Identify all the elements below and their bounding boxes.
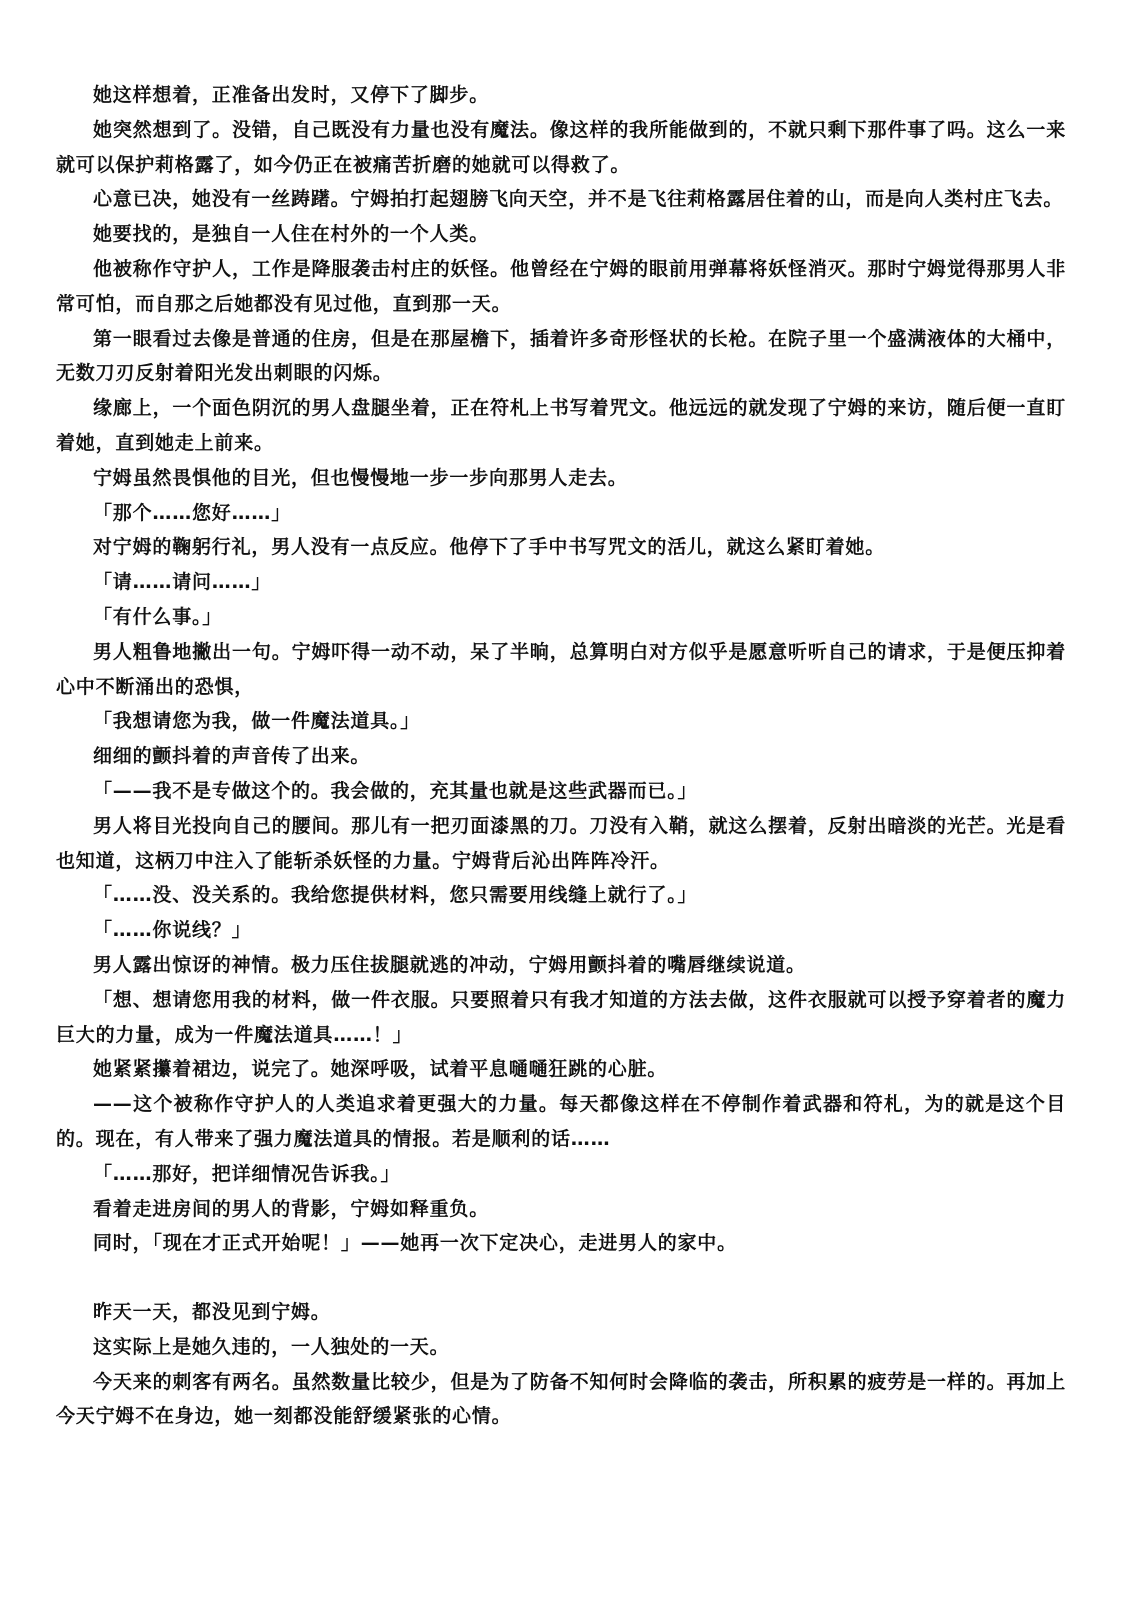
document-page	[56, 78, 1066, 1434]
dialogue-line: 「……没、没关系的。我给您提供材料，您只需要用线缝上就行了。」	[93, 884, 698, 907]
dialogue-line: 「有什么事。」	[93, 605, 223, 628]
paragraph: 今天来的刺客有两名。虽然数量比较少，但是为了防备不知何时会降临的袭击，所积累的疲劳是一样的。再加上今天宁姆不在身边，她一刻都没能舒缓紧张的心情。	[56, 1370, 1066, 1428]
paragraph: ——这个被称作守护人的人类追求着更强大的力量。每天都像这样在不停制作着武器和符札，为的就是这个目的。现在，有人带来了强力魔法道具的情报。若是顺利的话……	[56, 1093, 1066, 1150]
paragraph: 男人粗鲁地撇出一句。宁姆吓得一动不动，呆了半晌，总算明白对方似乎是愿意听听自己的请求，于是便压抑着心中不断涌出的恐惧，	[56, 640, 1066, 698]
paragraph: 宁姆虽然畏惧他的目光，但也慢慢地一步一步向那男人走去。	[93, 466, 628, 489]
paragraph: 她紧紧攥着裙边，说完了。她深呼吸，试着平息嗵嗵狂跳的心脏。	[93, 1058, 668, 1081]
dialogue-line: 「——我不是专做这个的。我会做的，充其量也就是这些武器而已。」	[93, 779, 698, 802]
paragraph: 他被称作守护人，工作是降服袭击村庄的妖怪。他曾经在宁姆的眼前用弹幕将妖怪消灭。那时宁姆觉得那男人非常可怕，而自那之后她都没有见过他，直到那一天。	[56, 257, 1066, 315]
paragraph: 缘廊上，一个面色阴沉的男人盘腿坐着，正在符札上书写着咒文。他远远的就发现了宁姆的来访，随后便一直盯着她，直到她走上前来。	[56, 397, 1066, 454]
paragraph: 同时，「现在才正式开始呢！」——她再一次下定决心，走进男人的家中。	[93, 1232, 737, 1255]
paragraph: 男人将目光投向自己的腰间。那儿有一把刃面漆黑的刀。刀没有入鞘，就这么摆着，反射出暗淡的光芒。光是看也知道，这柄刀中注入了能斩杀妖怪的力量。宁姆背后沁出阵阵冷汗。	[56, 814, 1066, 872]
section-break	[56, 1261, 1066, 1295]
dialogue-line: 「想、想请您用我的材料，做一件衣服。只要照着只有我才知道的方法去做，这件衣服就可以授予穿着者的魔力巨大的力量，成为一件魔法道具……！」	[56, 988, 1066, 1046]
paragraph: 第一眼看过去像是普通的住房，但是在那屋檐下，插着许多奇形怪状的长枪。在院子里一个盛满液体的大桶中，无数刀刃反射着阳光发出刺眼的闪烁。	[56, 327, 1066, 385]
dialogue-line: 「……你说线？」	[93, 919, 252, 942]
paragraph: 细细的颤抖着的声音传了出来。	[93, 745, 371, 768]
dialogue-line: 「我想请您为我，做一件魔法道具。」	[93, 710, 421, 733]
story-section-2	[56, 1295, 1066, 1434]
dialogue-line: 「……那好，把详细情况告诉我。」	[93, 1162, 401, 1185]
paragraph: 对宁姆的鞠躬行礼，男人没有一点反应。他停下了手中书写咒文的活儿，就这么紧盯着她。	[93, 536, 886, 559]
dialogue-line: 「那个……您好……」	[93, 501, 292, 524]
paragraph: 她要找的，是独自一人住在村外的一个人类。	[93, 223, 490, 246]
paragraph: 她这样想着，正准备出发时，又停下了脚步。	[93, 84, 490, 106]
paragraph: 看着走进房间的男人的背影，宁姆如释重负。	[93, 1197, 490, 1220]
paragraph: 她突然想到了。没错，自己既没有力量也没有魔法。像这样的我所能做到的，不就只剩下那件事了吗。这么一来就可以保护莉格露了，如今仍正在被痛苦折磨的她就可以得救了。	[56, 118, 1066, 176]
story-section-1	[56, 78, 1066, 1261]
paragraph: 这实际上是她久违的，一人独处的一天。	[93, 1335, 450, 1358]
paragraph: 男人露出惊讶的神情。极力压住拔腿就逃的冲动，宁姆用颤抖着的嘴唇继续说道。	[93, 953, 806, 976]
paragraph: 昨天一天，都没见到宁姆。	[93, 1301, 331, 1324]
paragraph: 心意已决，她没有一丝踌躇。宁姆拍打起翅膀飞向天空，并不是飞往莉格露居住着的山，而是向人类村庄飞去。	[93, 188, 1064, 211]
dialogue-line: 「请……请问……」	[93, 571, 272, 594]
